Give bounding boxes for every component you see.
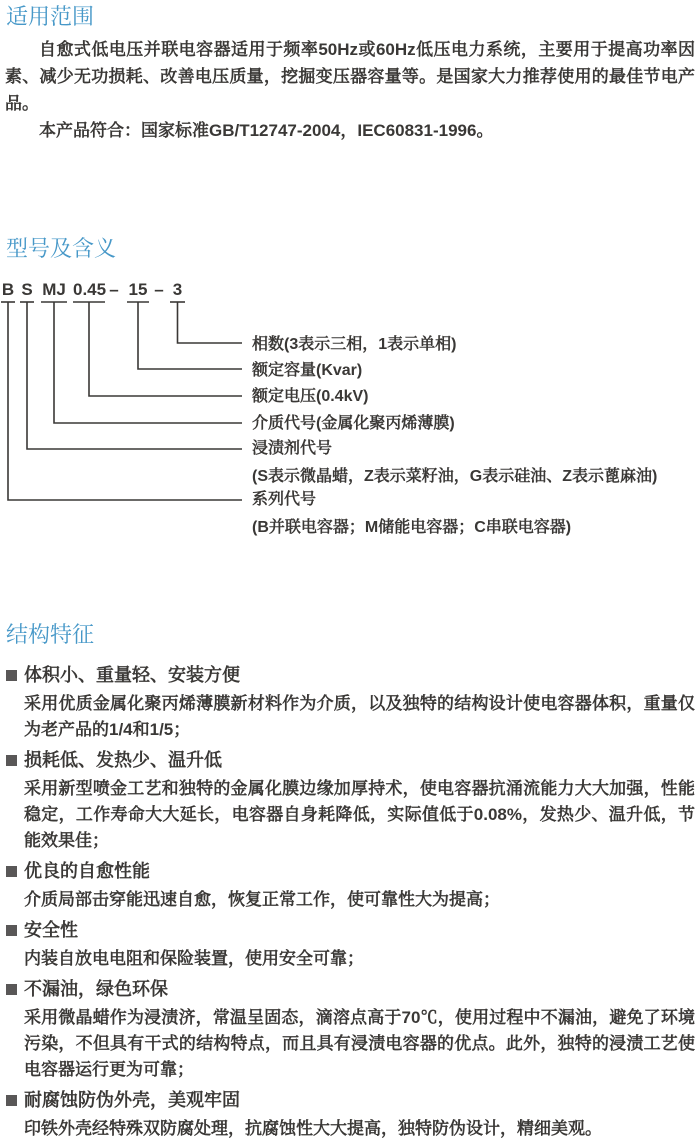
model-segment-voltage: 0.45 [73, 280, 107, 299]
feature-body: 采用新型喷金工艺和独特的金属化膜边缘加厚持术，使电容器抗涌流能力大大加强，性能稳定，工作寿命大大延长，电容器自身耗降低，实际值低于0.08%，发热少、温升低，节能效果佳； [24, 779, 695, 850]
model-segment-impregnant: S [21, 280, 33, 299]
diagram-label-impregnant: 浸渍剂代号 [252, 440, 333, 457]
section-title-scope: 适用范围 [6, 4, 95, 29]
features-list [6, 658, 695, 1142]
scope-paragraphs [5, 36, 695, 144]
bullet-square-icon [6, 1095, 17, 1106]
bullet-square-icon [6, 866, 17, 877]
diagram-label-impregnant-detail: (S表示微晶蜡，Z表示菜籽油，G表示硅油、Z表示蓖麻油) [252, 468, 658, 485]
feature-item-safety [6, 918, 695, 972]
bullet-square-icon [6, 925, 17, 936]
model-segment-dash: – [154, 280, 164, 299]
feature-item-size [6, 663, 695, 743]
diagram-label-voltage: 额定电压(0.4kV) [252, 388, 369, 405]
feature-heading-row [6, 859, 695, 883]
feature-heading: 耐腐蚀防伪外壳，美观牢固 [24, 1090, 240, 1110]
feature-body: 介质局部击穿能迅速自愈，恢复正常工作，使可靠性大为提高； [24, 890, 500, 909]
model-segment-capacity: 15 [128, 280, 148, 299]
bullet-square-icon [6, 670, 17, 681]
feature-heading-row [6, 748, 695, 772]
feature-heading: 安全性 [24, 920, 78, 940]
feature-item-self-healing [6, 859, 695, 913]
feature-heading-row [6, 1088, 695, 1112]
feature-heading-row [6, 918, 695, 942]
diagram-label-capacity: 额定容量(Kvar) [252, 362, 363, 379]
model-segment-dielectric: MJ [42, 280, 66, 299]
diagram-label-series-detail: (B并联电容器；M储能电容器；C串联电容器) [252, 519, 572, 536]
model-segment-dash: – [109, 280, 119, 299]
model-code-diagram [0, 278, 700, 548]
feature-heading-row [6, 977, 695, 1001]
feature-heading: 体积小、重量轻、安装方便 [24, 665, 240, 685]
scope-paragraph-2: 本产品符合：国家标准GB/T12747-2004，IEC60831-1996。 [39, 121, 494, 140]
model-segment-phase: 3 [172, 280, 183, 299]
scope-paragraph-1: 自愈式低电压并联电容器适用于频率50Hz或60Hz低压电力系统，主要用于提高功率因素、减少无功损耗、改善电压质量，挖掘变压器容量等。是国家大力推荐使用的最佳节电产品。 [5, 40, 695, 113]
diagram-label-series: 系列代号 [252, 491, 317, 508]
feature-body: 印铁外壳经特殊双防腐处理，抗腐蚀性大大提高，独特防伪设计，精细美观。 [24, 1119, 602, 1138]
feature-heading: 优良的自愈性能 [24, 861, 150, 881]
diagram-label-dielectric: 介质代号(金属化聚丙烯薄膜) [252, 415, 455, 432]
feature-body: 内装自放电电阻和保险装置，使用安全可靠； [24, 949, 364, 968]
section-title-features: 结构特征 [6, 622, 95, 647]
bullet-square-icon [6, 755, 17, 766]
feature-item-anti-corrosion [6, 1088, 695, 1142]
feature-body: 采用优质金属化聚丙烯薄膜新材料作为介质，以及独特的结构设计使电容器体积，重量仅为老产品的1/4和1/5； [24, 694, 695, 739]
feature-heading-row [6, 663, 695, 687]
bullet-square-icon [6, 984, 17, 995]
feature-item-low-loss [6, 748, 695, 854]
section-title-model: 型号及含义 [6, 236, 117, 261]
model-segment-series: B [1, 280, 15, 299]
diagram-label-phase: 相数(3表示三相，1表示单相) [252, 336, 457, 353]
feature-body: 采用微晶蜡作为浸渍济，常温呈固态，滴溶点高于70℃，使用过程中不漏油，避免了环境污染，不但具有干式的结构特点，而且具有浸渍电容器的优点。此外，独特的浸渍工艺使电容器运行更为可靠； [24, 1008, 695, 1079]
feature-heading: 不漏油，绿色环保 [24, 979, 168, 999]
feature-heading: 损耗低、发热少、温升低 [24, 750, 222, 770]
feature-item-no-leak [6, 977, 695, 1083]
